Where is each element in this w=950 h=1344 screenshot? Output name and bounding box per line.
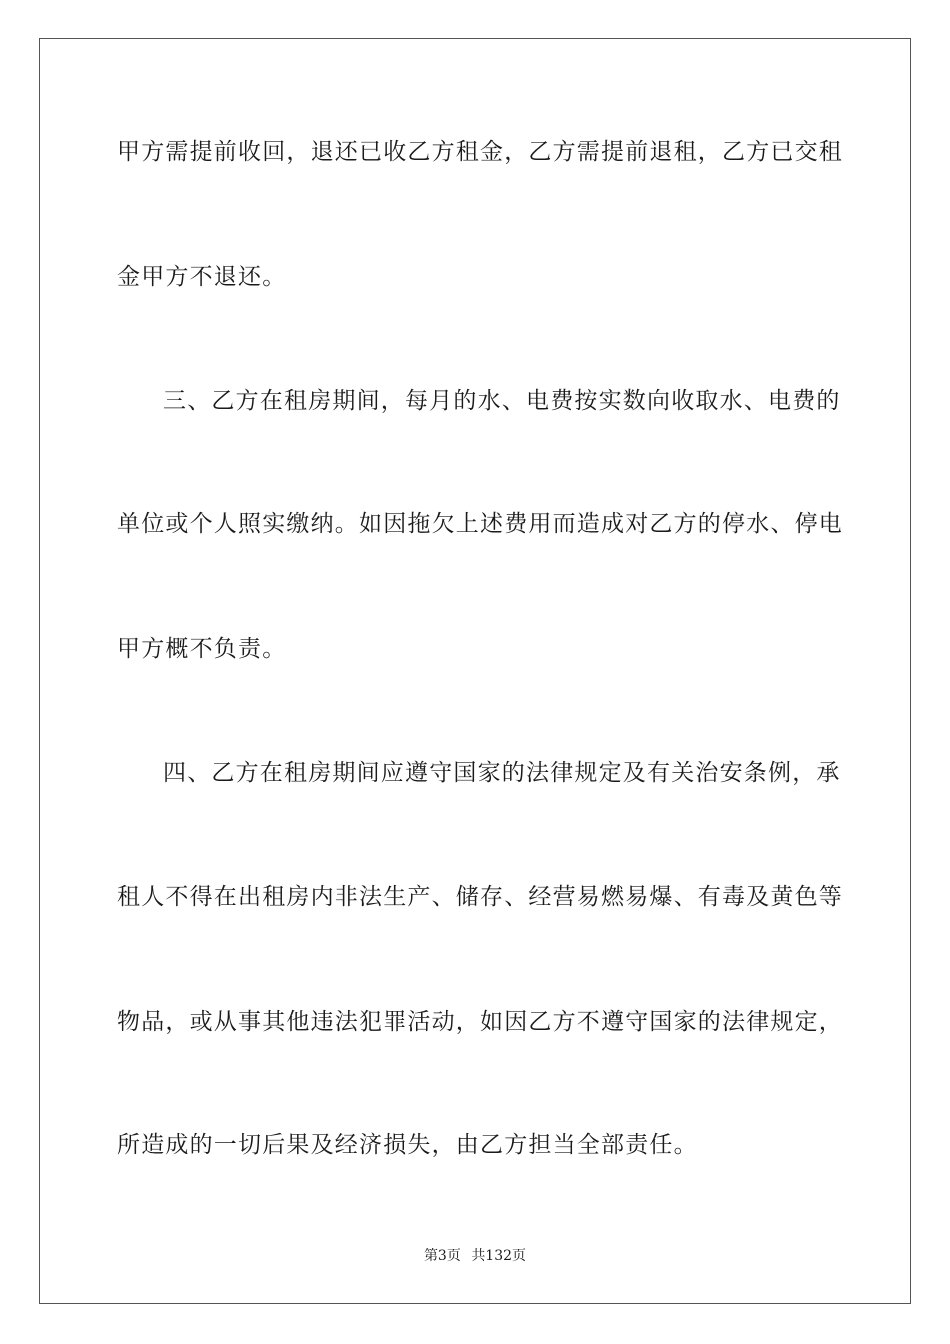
- paragraph-line-5: 甲方概不负责。: [117, 636, 287, 662]
- paragraph-line-1: 甲方需提前收回，退还已收乙方租金，乙方需提前退租，乙方已交租: [117, 139, 843, 165]
- paragraph-line-8: 物品，或从事其他违法犯罪活动，如因乙方不遵守国家的法律规定，: [117, 1009, 843, 1035]
- paragraph-line-9: 所造成的一切后果及经济损失，由乙方担当全部责任。: [117, 1132, 698, 1158]
- paragraph-line-4: 单位或个人照实缴纳。如因拖欠上述费用而造成对乙方的停水、停电: [117, 511, 843, 537]
- paragraph-line-7: 租人不得在出租房内非法生产、储存、经营易燃易爆、有毒及黄色等: [117, 884, 843, 910]
- page-border: [39, 38, 911, 1304]
- page-total: 共132页: [471, 1248, 527, 1264]
- paragraph-line-3: 三、乙方在租房期间，每月的水、电费按实数向收取水、电费的: [163, 388, 841, 414]
- page-number: 第3页: [423, 1248, 461, 1264]
- paragraph-line-2: 金甲方不退还。: [117, 264, 287, 290]
- paragraph-line-6: 四、乙方在租房期间应遵守国家的法律规定及有关治安条例，承: [163, 760, 841, 786]
- page-footer: [0, 1247, 950, 1265]
